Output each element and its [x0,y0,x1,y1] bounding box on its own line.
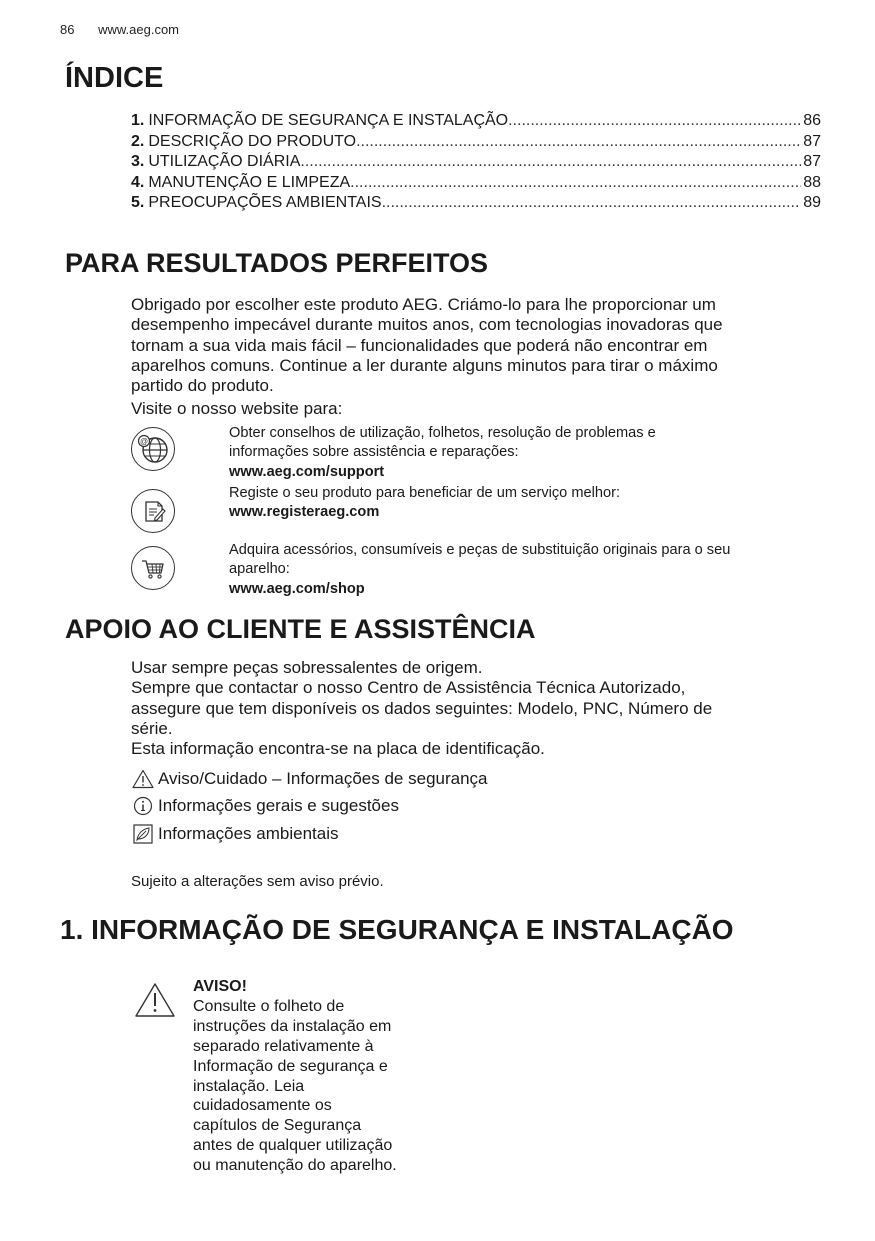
toc-item-page: 87 [803,153,821,170]
support-title: APOIO AO CLIENTE E ASSISTÊNCIA [65,614,536,644]
toc-leader [508,112,801,130]
warning-line: ou manutenção do aparelho. [193,1157,397,1175]
warning-title: AVISO! [193,978,247,995]
service-line: Registe o seu produto para beneficiar de um serviço melhor: [229,485,620,501]
intro-line: desempenho impecável durante muitos anos, com tecnologias inovadoras que [131,315,723,335]
toc-item[interactable] [131,112,821,133]
cart-icon [131,546,175,590]
toc-item-page: 87 [803,132,821,150]
toc-item-label: MANUTENÇÃO E LIMPEZA [148,173,351,191]
legend-environment [131,820,488,848]
warning-line: Consulte o folheto de [193,997,345,1015]
section-1-title: 1. INFORMAÇÃO DE SEGURANÇA E INSTALAÇÃO [60,914,734,945]
service-line: Obter conselhos de utilização, folhetos, resolução de problemas e [229,425,656,441]
toc-item-page: 89 [803,194,821,211]
legend-text: Aviso/Cuidado – Informações de segurança [158,768,488,788]
intro-line: tornam a sua vida mais fácil – funcionalidades que poderá não encontrar em [131,335,708,355]
toc-item-label: PREOCUPAÇÕES AMBIENTAIS [148,194,382,211]
intro-paragraph [131,295,811,396]
warning-line: antes de qualquer utilização [193,1137,393,1155]
toc-item-page: 86 [803,112,821,129]
shop-link[interactable]: www.aeg.com/shop [229,580,365,597]
notice-text: Sujeito a alterações sem aviso prévio. [131,873,384,890]
toc-item-number: 3. [131,153,145,170]
warning-line: instruções da instalação em [193,1017,392,1035]
page-number: 86 [60,22,75,37]
svg-text:@: @ [139,437,149,447]
toc-item-number: 2. [131,132,145,150]
support-line: assegure que tem disponíveis os dados seguintes: Modelo, PNC, Número de [131,698,713,718]
info-icon [131,795,155,817]
results-title: PARA RESULTADOS PERFEITOS [65,248,489,278]
warning-icon [131,768,155,790]
leaf-icon [131,823,155,845]
toc-item[interactable] [131,133,821,154]
service-line: Adquira acessórios, consumíveis e peças de substituição originais para o seu [229,542,731,558]
toc-leader [350,174,801,192]
toc-leader [356,133,801,151]
globe-icon [131,427,175,471]
intro-line: partido do produto. [131,376,274,396]
service-support-text [229,424,819,482]
service-register-text [229,484,819,523]
toc-item-label: UTILIZAÇÃO DIÁRIA [148,153,301,170]
toc-item-label: DESCRIÇÃO DO PRODUTO [148,132,357,150]
toc-item[interactable] [131,174,821,195]
warning-line: Informação de segurança e [193,1057,388,1075]
symbol-legend [131,765,488,848]
service-line: aparelho: [229,561,290,578]
toc-item-label: INFORMAÇÃO DE SEGURANÇA E INSTALAÇÃO [148,112,509,129]
warning-line: cuidadosamente os [193,1097,332,1115]
support-line: série. [131,718,173,738]
warning-line: capítulos de Segurança [193,1117,362,1135]
toc-leader [382,194,802,212]
service-line: informações sobre assistência e reparações: [229,444,519,461]
warning-box [193,977,433,1176]
toc-item-page: 88 [803,173,821,191]
support-paragraph [131,658,811,759]
page-header [60,22,199,37]
toc-item-number: 4. [131,173,145,191]
legend-info [131,793,488,821]
warning-icon [134,982,176,1023]
table-of-contents [131,112,821,215]
support-link[interactable]: www.aeg.com/support [229,463,385,480]
visit-text: Visite o nosso website para: [131,399,343,418]
support-line: Sempre que contactar o nosso Centro de Assistência Técnica Autorizado, [131,678,686,698]
intro-line: aparelhos comuns. Continue a ler durante alguns minutos para tirar o máximo [131,355,718,375]
service-shop [131,541,811,601]
toc-leader [300,153,801,171]
service-register [131,484,811,538]
legend-warning [131,765,488,793]
support-line: Esta informação encontra-se na placa de identificação. [131,739,545,759]
toc-item-number: 1. [131,112,145,129]
service-shop-text [229,541,819,599]
legend-text: Informações ambientais [158,823,339,843]
toc-item[interactable] [131,153,821,174]
toc-title: ÍNDICE [65,62,164,94]
register-icon [131,489,175,533]
legend-text: Informações gerais e sugestões [158,796,399,816]
support-line: Usar sempre peças sobressalentes de origem. [131,658,483,677]
toc-item-number: 5. [131,194,145,211]
toc-item[interactable] [131,194,821,215]
register-link[interactable]: www.registeraeg.com [229,504,380,521]
intro-line: Obrigado por escolher este produto AEG. Criámo-lo para lhe proporcionar um [131,295,716,314]
site-url[interactable]: www.aeg.com [98,22,180,37]
warning-line: separado relativamente à [193,1037,374,1055]
service-support [131,424,811,484]
warning-line: instalação. Leia [193,1077,305,1095]
